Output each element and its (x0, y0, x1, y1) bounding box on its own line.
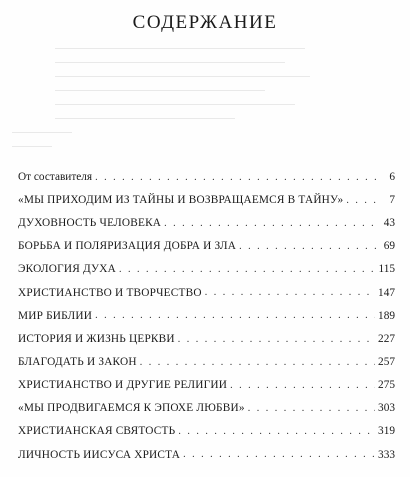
toc-entry-title: БЛАГОДАТЬ И ЗАКОН (18, 356, 137, 369)
toc-entry-title: ХРИСТИАНСКАЯ СВЯТОСТЬ (18, 425, 176, 438)
toc-entry (18, 351, 395, 374)
toc-entry-page: 7 (389, 194, 395, 207)
dot-leader (178, 427, 375, 437)
toc-entry (18, 189, 395, 212)
toc-entry-page: 6 (389, 170, 395, 183)
toc-entry (18, 421, 395, 444)
toc-entry-page: 275 (378, 379, 395, 392)
toc-entry-page: 319 (378, 425, 395, 438)
toc-entry (18, 444, 395, 467)
toc-entry-page: 189 (378, 309, 395, 322)
toc-entry-page: 115 (378, 263, 395, 276)
toc-entry-title: ДУХОВНОСТЬ ЧЕЛОВЕКА (18, 217, 162, 230)
toc-entry-page: 303 (378, 402, 395, 415)
table-of-contents (18, 166, 395, 467)
dot-leader (183, 450, 375, 460)
dot-leader (205, 288, 375, 298)
dot-leader (119, 265, 376, 275)
dot-leader (248, 404, 375, 414)
dot-leader (346, 196, 376, 206)
toc-entry-page: 147 (378, 286, 395, 299)
toc-entry-page: 69 (383, 240, 395, 253)
toc-entry-page: 43 (383, 217, 395, 230)
dot-leader (239, 242, 376, 252)
dot-leader (140, 358, 375, 368)
dot-leader (164, 219, 376, 229)
toc-entry-title: От составителя (18, 170, 93, 183)
toc-entry-title: ХРИСТИАНСТВО И ТВОРЧЕСТВО (18, 286, 202, 299)
toc-entry-page: 227 (378, 332, 395, 345)
dot-leader (178, 335, 375, 345)
toc-entry (18, 397, 395, 420)
dot-leader (95, 311, 375, 321)
toc-entry (18, 235, 395, 258)
dot-leader (230, 381, 375, 391)
toc-entry-title: «МЫ ПРИХОДИМ ИЗ ТАЙНЫ И ВОЗВРАЩАЕМСЯ В ТАЙНУ» (18, 194, 344, 207)
toc-entry-title: ЭКОЛОГИЯ ДУХА (18, 263, 116, 276)
toc-entry-title: ХРИСТИАНСТВО И ДРУГИЕ РЕЛИГИИ (18, 379, 228, 392)
toc-entry-title: ИСТОРИЯ И ЖИЗНЬ ЦЕРКВИ (18, 332, 175, 345)
page-title: СОДЕРЖАНИЕ (132, 12, 278, 33)
toc-entry (18, 374, 395, 397)
toc-entry (18, 259, 395, 282)
toc-entry (18, 305, 395, 328)
toc-entry (18, 282, 395, 305)
toc-entry-title: БОРЬБА И ПОЛЯРИЗАЦИЯ ДОБРА И ЗЛА (18, 240, 237, 253)
toc-entry-page: 333 (378, 448, 395, 461)
toc-entry-title: «МЫ ПРОДВИГАЕМСЯ К ЭПОХЕ ЛЮБВИ» (18, 402, 245, 415)
toc-entry-page: 257 (378, 356, 395, 369)
toc-entry (18, 328, 395, 351)
dot-leader (95, 173, 376, 183)
toc-entry (18, 212, 395, 235)
toc-entry-title: МИР БИБЛИИ (18, 309, 93, 322)
toc-entry (18, 166, 395, 189)
toc-entry-title: ЛИЧНОСТЬ ИИСУСА ХРИСТА (18, 448, 181, 461)
